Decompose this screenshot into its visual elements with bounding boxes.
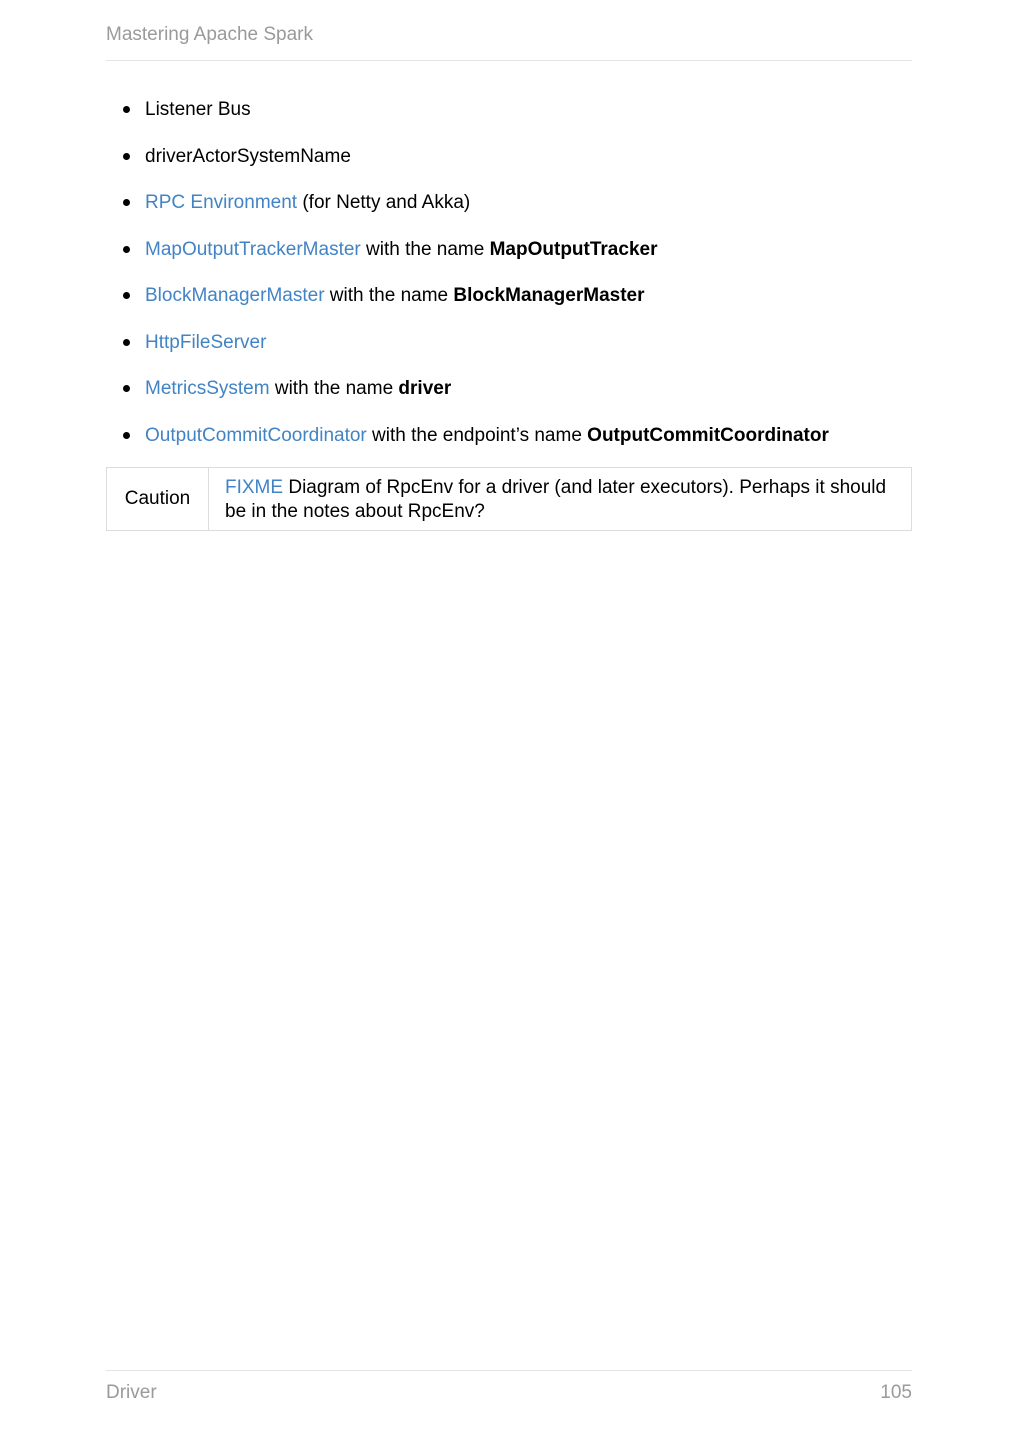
bullet-icon xyxy=(123,153,130,160)
rpc-environment-link[interactable]: RPC Environment xyxy=(145,192,298,213)
list-item xyxy=(106,225,912,272)
bullet-icon xyxy=(123,199,130,206)
bullet-icon xyxy=(123,432,130,439)
list-item xyxy=(106,132,912,179)
list-item xyxy=(106,271,912,318)
header-divider xyxy=(106,60,912,61)
item-text: driverActorSystemName xyxy=(145,145,351,167)
caution-admonition xyxy=(106,467,912,531)
block-manager-master-link[interactable]: BlockManagerMaster xyxy=(145,285,325,306)
item-bold-name: BlockManagerMaster xyxy=(453,285,645,306)
metrics-system-link[interactable]: MetricsSystem xyxy=(145,378,270,399)
footer-chapter: Driver xyxy=(106,1382,157,1403)
bullet-icon xyxy=(123,385,130,392)
item-text: with the name xyxy=(360,238,490,260)
caution-text: Diagram of RpcEnv for a driver (and later executors). Perhaps it should be in the notes about RpcEnv? xyxy=(225,477,887,522)
bullet-icon xyxy=(123,339,130,346)
map-output-tracker-master-link[interactable]: MapOutputTrackerMaster xyxy=(145,238,361,260)
http-file-server-link[interactable]: HttpFileServer xyxy=(145,331,267,353)
page-number: 105 xyxy=(880,1382,912,1403)
caution-body xyxy=(209,468,911,530)
bullet-icon xyxy=(123,246,130,253)
list-item xyxy=(106,178,912,225)
list-item xyxy=(106,318,912,365)
component-list xyxy=(106,85,912,457)
item-bold-name: MapOutputTracker xyxy=(489,238,658,260)
item-text: with the endpoint’s name xyxy=(366,424,588,446)
item-text: (for Netty and Akka) xyxy=(297,192,471,213)
output-commit-coordinator-link[interactable]: OutputCommitCoordinator xyxy=(145,424,367,446)
item-bold-name: driver xyxy=(398,378,452,399)
item-bold-name: OutputCommitCoordinator xyxy=(587,424,829,446)
running-header: Mastering Apache Spark xyxy=(106,24,314,45)
footer-divider xyxy=(106,1370,912,1371)
caution-label: Caution xyxy=(107,468,209,530)
list-item xyxy=(106,85,912,132)
list-item xyxy=(106,411,912,458)
bullet-icon xyxy=(123,106,130,113)
bullet-icon xyxy=(123,292,130,299)
list-item xyxy=(106,364,912,411)
fixme-link[interactable]: FIXME xyxy=(225,477,284,498)
item-text: Listener Bus xyxy=(145,99,251,120)
item-text: with the name xyxy=(269,378,399,399)
item-text: with the name xyxy=(324,285,454,306)
